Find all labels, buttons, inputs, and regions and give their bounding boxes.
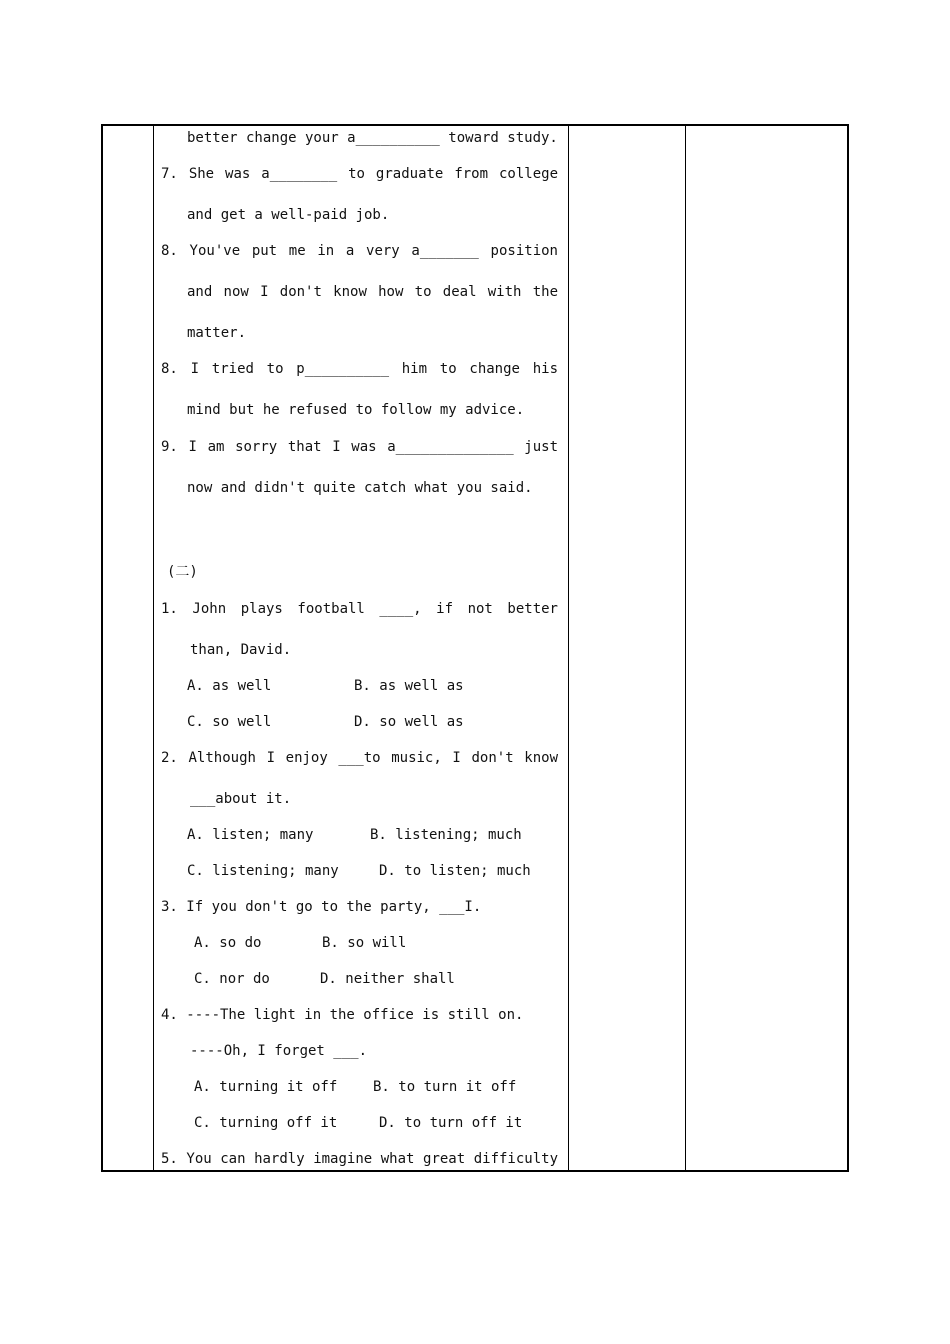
mc-option-4c: C. turning off it [194, 1115, 338, 1131]
question-7-line-1: 7. She was a________ to graduate from college [161, 166, 558, 182]
mc-question-4-line-1: 4. ----The light in the office is still on. [161, 1007, 524, 1023]
question-8b-line-2: mind but he refused to follow my advice. [187, 402, 525, 418]
mc-option-2a: A. listen; many [187, 827, 314, 843]
exercise-line: better change your a__________ toward study. [187, 130, 558, 146]
mc-question-2-line-1: 2. Although I enjoy ___to music, I don't know [161, 750, 558, 766]
mc-question-3-line-1: 3. If you don't go to the party, ___I. [161, 899, 482, 915]
mc-option-1b: B. as well as [354, 678, 464, 694]
mc-option-3d: D. neither shall [320, 971, 455, 987]
question-8b-line-1: 8. I tried to p__________ him to change his [161, 361, 558, 377]
mc-question-5-line-1: 5. You can hardly imagine what great difficulty [161, 1151, 558, 1167]
question-9-line-1: 9. I am sorry that I was a______________ just [161, 439, 558, 455]
question-8a-line-1: 8. You've put me in a very a_______ position [161, 243, 558, 259]
mc-option-1a: A. as well [187, 678, 272, 694]
mc-option-4a: A. turning it off [194, 1079, 338, 1095]
mc-option-2c: C. listening; many [187, 863, 339, 879]
mc-option-2d: D. to listen; much [379, 863, 531, 879]
mc-option-4b: B. to turn it off [373, 1079, 517, 1095]
mc-question-1-line-1: 1. John plays football ____, if not better [161, 601, 558, 617]
mc-question-4-line-2: ----Oh, I forget ___. [190, 1043, 368, 1059]
mc-option-1d: D. so well as [354, 714, 464, 730]
mc-option-3c: C. nor do [194, 971, 270, 987]
question-9-line-2: now and didn't quite catch what you said. [187, 480, 533, 496]
question-8a-line-3: matter. [187, 325, 247, 341]
question-8a-line-2: and now I don't know how to deal with the [187, 284, 558, 300]
mc-option-4d: D. to turn off it [379, 1115, 523, 1131]
mc-option-2b: B. listening; much [370, 827, 522, 843]
mc-option-3b: B. so will [322, 935, 407, 951]
question-7-line-2: and get a well-paid job. [187, 207, 390, 223]
mc-option-1c: C. so well [187, 714, 272, 730]
mc-question-1-line-2: than, David. [190, 642, 292, 658]
mc-option-3a: A. so do [194, 935, 262, 951]
section-heading: (二) [167, 564, 198, 580]
mc-question-2-line-2: ___about it. [190, 791, 292, 807]
